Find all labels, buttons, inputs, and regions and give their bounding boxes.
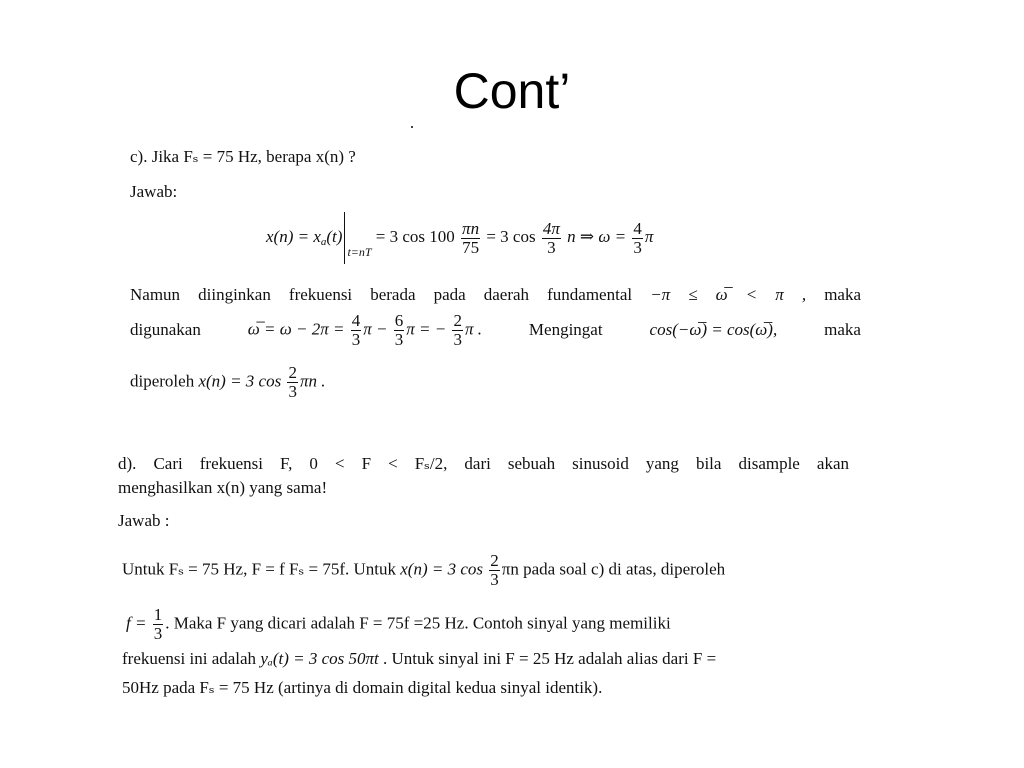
eq-mid: = 3 cos 100 [375,226,455,246]
part-d-line-4: 50Hz pada Fₛ = 75 Hz (artinya di domain digital kedua sinyal identik). [122,678,603,697]
eq-lhs: x(n) = x [266,226,321,246]
eq-frac-2: $\frac{4\pi}{3}$ [542,218,560,257]
part-d-answer-label: Jawab : [118,511,170,530]
part-d-line-1: Untuk Fₛ = 75 Hz, F = f Fₛ = 75f. Untuk x(n) = 3 cos $\frac{2}{3}$ πn pada soal c) di atas, diperoleh [122,551,726,589]
part-d-question-1: d). Cari frekuensi F, 0 < F < Fₛ/2, dari sebuah sinusoid yang bila disample akan [118,454,849,473]
eq-eval: t=nT [347,244,372,259]
part-d-line-3: frekuensi ini adalah yₐ(t) = 3 cos 50πt . Untuk sinyal ini F = 25 Hz adalah alias dari F = [122,649,717,668]
part-d-question-2: menghasilkan x(n) yang sama! [118,478,328,497]
eq-pi: π [644,226,654,246]
part-c-equation [266,212,653,264]
part-c-question: c). Jika Fₛ = 75 Hz, berapa x(n) ? [130,147,356,166]
stray-dot [411,126,413,128]
part-c-answer-label: Jawab: [130,182,178,201]
part-d-line-2: f = $\frac{1}{3}$ . Maka F yang dicari adalah F = 75f =25 Hz. Contoh sinyal yang memiliki [126,605,671,643]
eq-sub-a: a [320,235,327,248]
page-title: Cont’ [453,63,571,119]
eval-bar [344,212,345,264]
part-c-para-3: diperoleh x(n) = 3 cos $\frac{2}{3}$ πn . [130,363,326,401]
part-c-para-2: digunakan ω̅ = ω − 2π = $\frac{4}{3}$ π − $\frac{6}{3}$ π = − $\frac{2}{3}$ π . Mengingat cos(−ω̅) = cos(ω̅), maka [130,311,861,349]
eq-t: (t) [326,226,343,246]
eq-mid2: = 3 cos [486,226,536,246]
eq-tail: n ⇒ ω = [567,226,627,246]
eq-frac-3: $\frac{4}{3}$ [633,218,642,257]
part-c-para-1: Namun diinginkan frekuensi berada pada daerah fundamental −π ≤ ω̅ < π , maka [130,285,862,304]
fundamental-range: −π ≤ ω̅ < π , [650,285,807,304]
eq-frac-1: $\frac{\pi n}{75}$ [462,218,480,257]
